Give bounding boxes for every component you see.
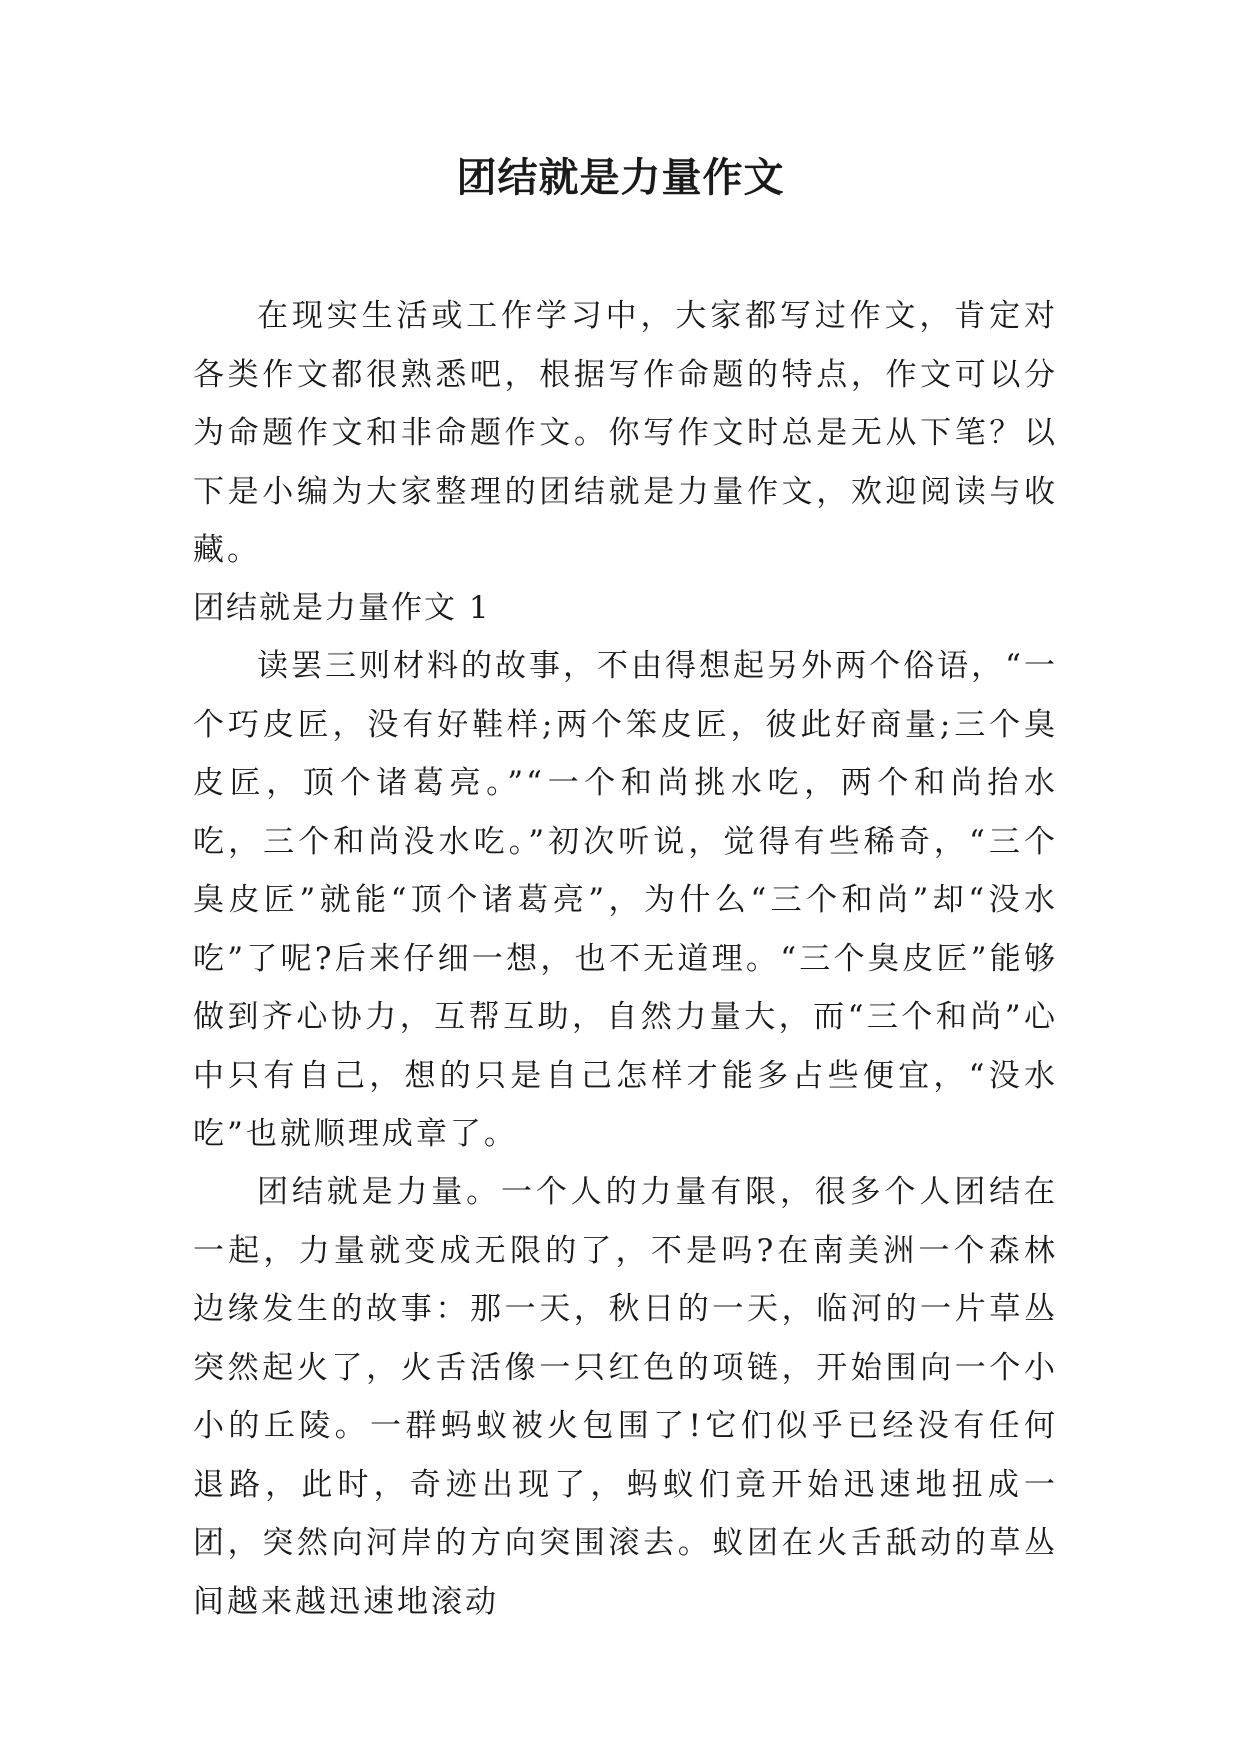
document-title: 团结就是力量作文: [456, 154, 785, 201]
body-paragraph-1: 读罢三则材料的故事，不由得想起另外两个俗语，“一个巧皮匠，没有好鞋样;两个笨皮匠，彼此好商量;三个臭皮匠，顶个诸葛亮。”“一个和尚挑水吃，两个和尚抬水吃，三个和尚没水吃。”初次听说，觉得有些稀奇，“三个臭皮匠”就能“顶个诸葛亮”，为什么“三个和尚”却“没水吃”了呢?后来仔细一想，也不无道理。“三个臭皮匠”能够做到齐心协力，互帮互助，自然力量大，而“三个和尚”心中只有自己，想的只是自己怎样才能多占些便宜，“没水吃”也就顺理成章了。: [193, 648, 1058, 1152]
body-paragraph-2: 团结就是力量。一个人的力量有限，很多个人团结在一起，力量就变成无限的了，不是吗?在南美洲一个森林边缘发生的故事：那一天，秋日的一天，临河的一片草丛突然起火了，火舌活像一只红色的项链，开始围向一个小小的丘陵。一群蚂蚁被火包围了!它们似乎已经没有任何退路，此时，奇迹出现了，蚂蚁们竟开始迅速地扭成一团，突然向河岸的方向突围滚去。蚁团在火舌舐动的草丛间越来越迅速地滚动: [193, 1174, 1058, 1620]
body-paragraph-block-1: [193, 637, 1058, 1164]
section-heading: 团结就是力量作文 1: [193, 590, 491, 626]
intro-block: [193, 287, 1058, 580]
intro-paragraph: 在现实生活或工作学习中，大家都写过作文，肯定对各类作文都很熟悉吧，根据写作命题的特点，作文可以分为命题作文和非命题作文。你写作文时总是无从下笔？以下是小编为大家整理的团结就是力量作文，欢迎阅读与收藏。: [193, 298, 1058, 568]
body-paragraph-block-2: [193, 1163, 1058, 1631]
